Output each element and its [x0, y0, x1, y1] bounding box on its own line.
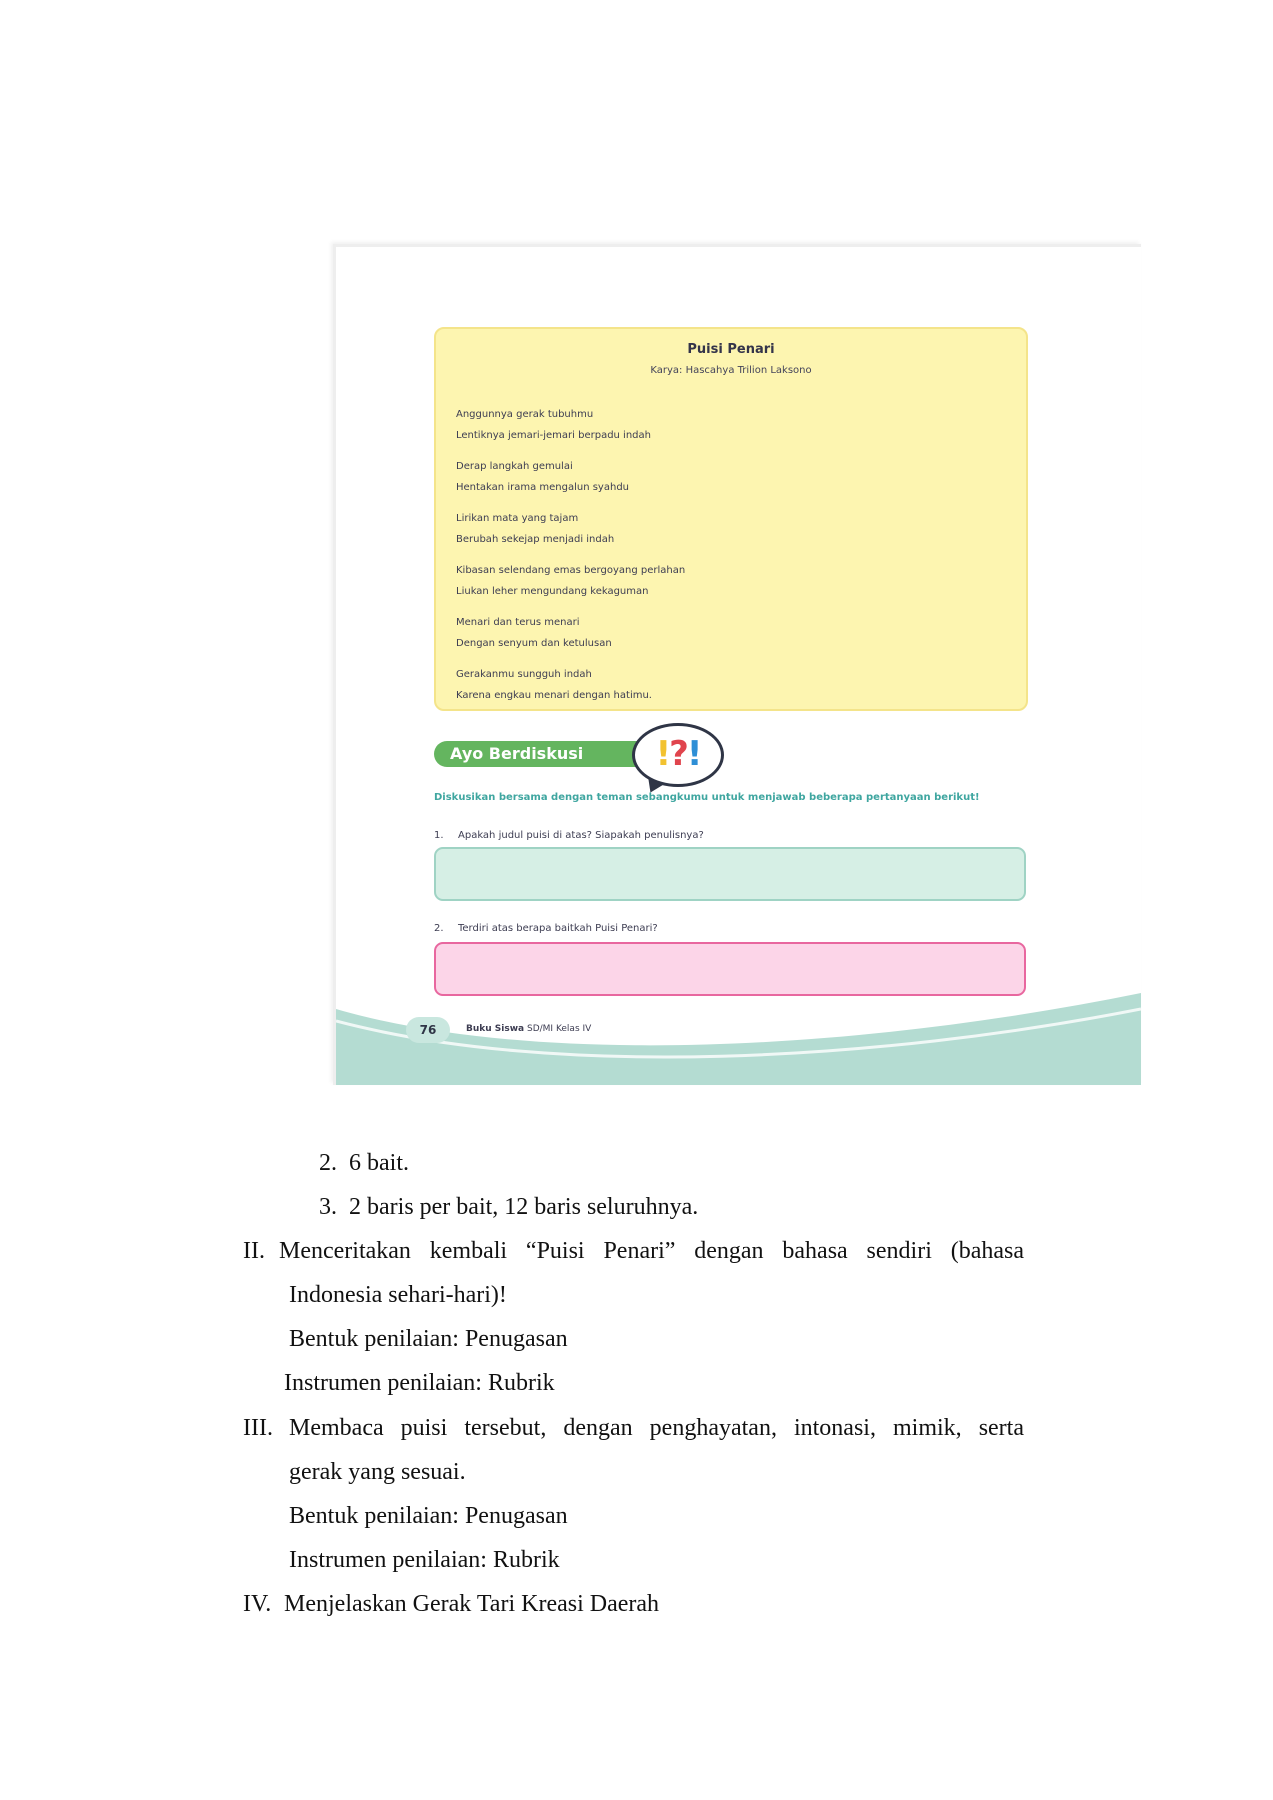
poem-line: Liukan leher mengundang kekaguman	[456, 586, 649, 597]
answer-text: 6 bait.	[349, 1150, 409, 1176]
stanza	[456, 404, 1016, 446]
textbook-page-image	[333, 244, 1141, 1085]
section-numeral: II.	[243, 1238, 265, 1264]
poem-line: Kibasan selendang emas bergoyang perlahan	[456, 565, 686, 576]
poem-line: Hentakan irama mengalun syahdu	[456, 482, 630, 493]
answer-item	[319, 1148, 409, 1178]
assessment-instrument: Instrumen penilaian: Rubrik	[284, 1370, 555, 1396]
book-title	[466, 1024, 591, 1034]
section-title: Menjelaskan Gerak Tari Kreasi Daerah	[284, 1591, 660, 1617]
poem-stanzas	[456, 404, 1016, 716]
exclamation-icon: !	[686, 734, 701, 774]
poem-line: Menari dan terus menari	[456, 617, 580, 628]
footer-wave	[336, 987, 1141, 1085]
assessment-form: Bentuk penilaian: Penugasan	[289, 1503, 568, 1529]
answer-box-1[interactable]	[434, 847, 1026, 901]
section-title: Membaca puisi tersebut, dengan penghayatan, intonasi, mimik, serta	[289, 1415, 1024, 1441]
poem-line: Derap langkah gemulai	[456, 461, 573, 472]
section-numeral: IV.	[243, 1591, 272, 1617]
poem-line: Berubah sekejap menjadi indah	[456, 534, 615, 545]
poem-line: Anggunnya gerak tubuhmu	[456, 409, 594, 420]
book-title-rest: SD/MI Kelas IV	[526, 1024, 592, 1034]
stanza	[456, 664, 1016, 706]
poem-line: Dengan senyum dan ketulusan	[456, 638, 612, 649]
poem-line: Karena engkau menari dengan hatimu.	[456, 690, 652, 701]
poem-box	[434, 327, 1028, 711]
stanza	[456, 508, 1016, 550]
discussion-heading: Ayo Berdiskusi	[434, 741, 649, 767]
assessment-form: Bentuk penilaian: Penugasan	[289, 1326, 568, 1352]
assessment-instrument: Instrumen penilaian: Rubrik	[289, 1547, 560, 1573]
question-number: 2.	[434, 923, 444, 934]
stanza	[456, 612, 1016, 654]
answer-number: 3.	[319, 1194, 337, 1220]
answer-text: 2 baris per bait, 12 baris seluruhnya.	[349, 1194, 699, 1220]
question-icon: ?	[669, 734, 687, 774]
poem-line: Lirikan mata yang tajam	[456, 513, 579, 524]
section-numeral: III.	[243, 1415, 273, 1441]
discussion-instruction: Diskusikan bersama dengan teman sebangkumu untuk menjawab beberapa pertanyaan berikut!	[434, 792, 980, 803]
question-number: 1.	[434, 830, 444, 841]
answer-number: 2.	[319, 1150, 337, 1176]
section-title: Menceritakan kembali “Puisi Penari” dengan bahasa sendiri (bahasa	[279, 1238, 1024, 1264]
poem-title: Puisi Penari	[687, 342, 775, 357]
poem-line: Gerakanmu sungguh indah	[456, 669, 592, 680]
poem-line: Lentiknya jemari-jemari berpadu indah	[456, 430, 651, 441]
stanza	[456, 560, 1016, 602]
discussion-question	[434, 830, 704, 841]
section-title-cont: Indonesia sehari-hari)!	[289, 1282, 507, 1308]
poem-author: Karya: Hascahya Trilion Laksono	[650, 365, 812, 376]
page-number: 76	[406, 1017, 450, 1043]
discussion-question	[434, 923, 658, 934]
book-title-bold: Buku Siswa	[466, 1024, 525, 1034]
exclamation-question-icon	[632, 723, 724, 787]
question-text: Apakah judul puisi di atas? Siapakah penulisnya?	[458, 830, 704, 841]
stanza	[456, 456, 1016, 498]
section-title-cont: gerak yang sesuai.	[289, 1459, 466, 1485]
answer-item	[319, 1192, 698, 1222]
question-text: Terdiri atas berapa baitkah Puisi Penari?	[458, 923, 658, 934]
exclamation-icon: !	[655, 734, 670, 774]
